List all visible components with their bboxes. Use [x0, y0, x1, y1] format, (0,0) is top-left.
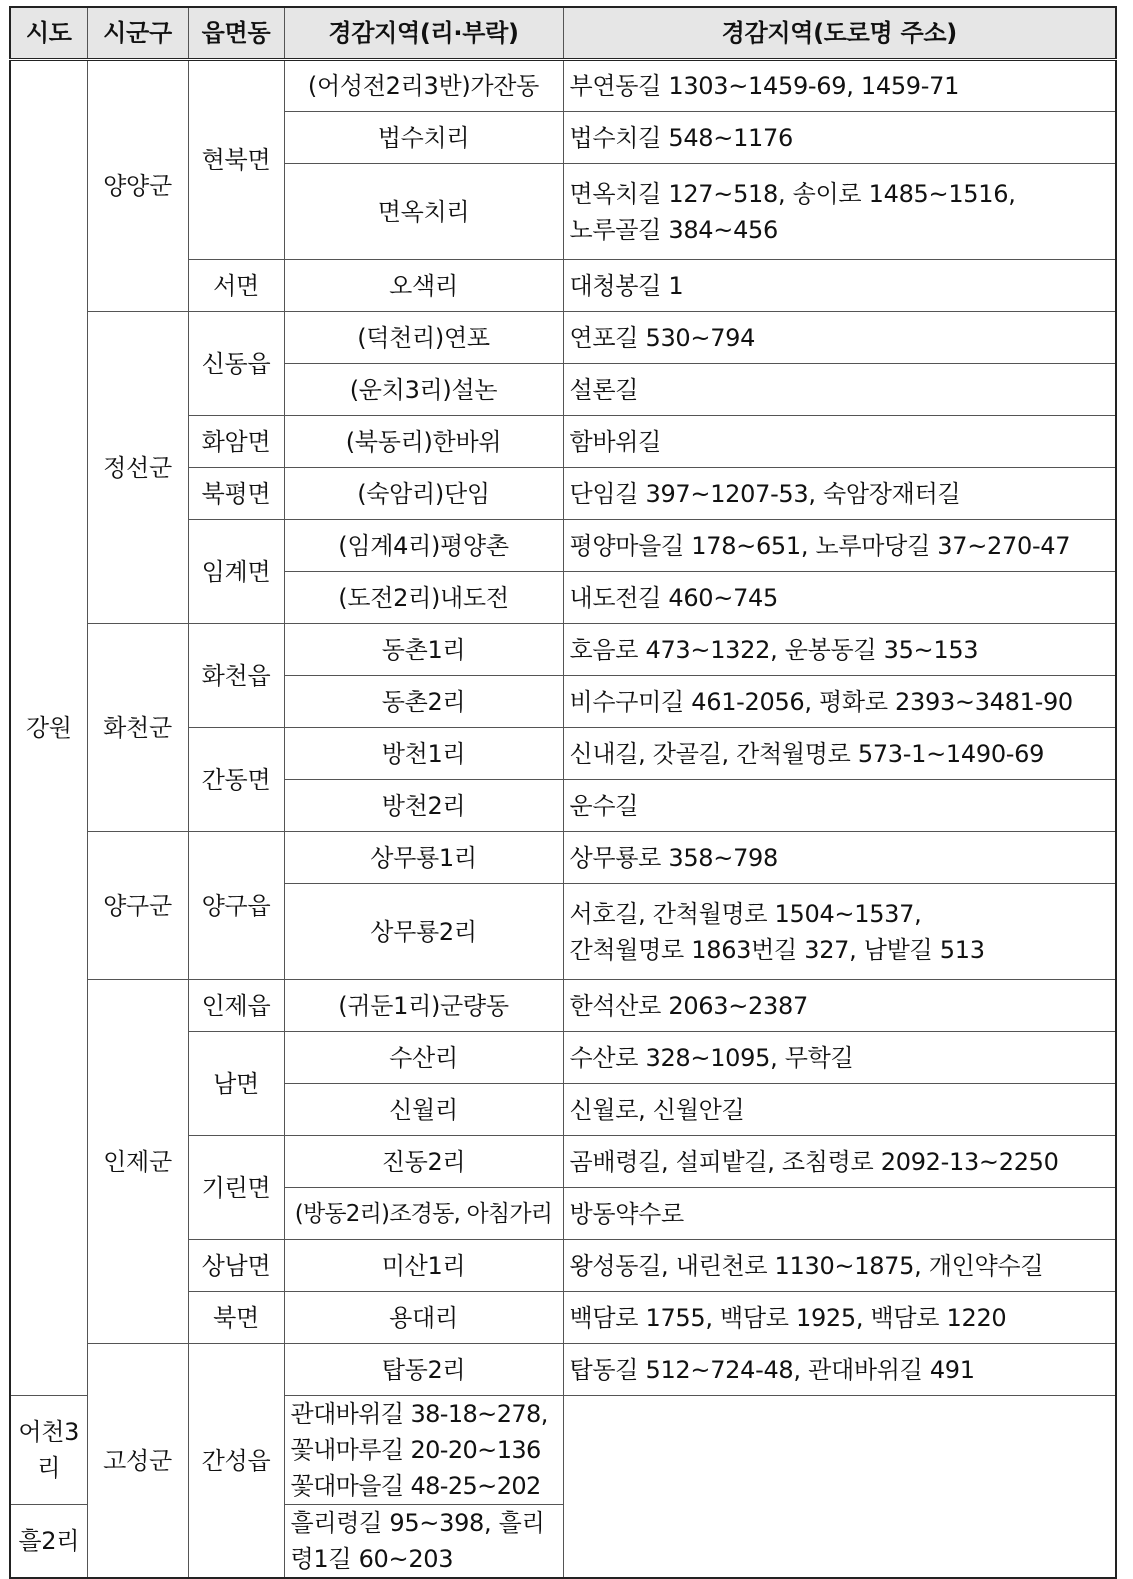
village-cell: 면옥치리 — [284, 164, 563, 260]
sigungu-cell: 인제군 — [87, 980, 188, 1344]
road-address-cell: 부연동길 1303~1459-69, 1459-71 — [563, 60, 1116, 112]
road-address-cell: 내도전길 460~745 — [563, 572, 1116, 624]
eupmyeondong-cell: 남면 — [188, 1032, 284, 1136]
village-cell: (운치3리)설논 — [284, 364, 563, 416]
village-cell: 상무룡2리 — [284, 884, 563, 980]
village-cell: 수산리 — [284, 1032, 563, 1084]
eupmyeondong-cell: 서면 — [188, 260, 284, 312]
village-cell: 오색리 — [284, 260, 563, 312]
sigungu-cell: 양양군 — [87, 60, 188, 312]
header-sido: 시도 — [10, 7, 87, 60]
road-address-cell: 비수구미길 461-2056, 평화로 2393~3481-90 — [563, 676, 1116, 728]
road-address-cell: 상무룡로 358~798 — [563, 832, 1116, 884]
village-cell: 어천3리 — [10, 1396, 87, 1505]
village-cell: 방천2리 — [284, 780, 563, 832]
village-cell: (귀둔1리)군량동 — [284, 980, 563, 1032]
eupmyeondong-cell: 북평면 — [188, 468, 284, 520]
village-cell: 탑동2리 — [284, 1344, 563, 1396]
road-address-cell: 대청봉길 1 — [563, 260, 1116, 312]
road-address-cell: 운수길 — [563, 780, 1116, 832]
village-cell: 흘2리 — [10, 1505, 87, 1579]
eupmyeondong-cell: 상남면 — [188, 1240, 284, 1292]
sigungu-cell: 고성군 — [87, 1344, 188, 1579]
road-address-cell: 탑동길 512~724-48, 관대바위길 491 — [563, 1344, 1116, 1396]
village-cell: 법수치리 — [284, 112, 563, 164]
road-address-cell: 연포길 530~794 — [563, 312, 1116, 364]
header-row — [10, 7, 1116, 60]
eupmyeondong-cell: 인제읍 — [188, 980, 284, 1032]
road-address-cell: 관대바위길 38-18~278, 꽃내마루길 20-20~136 꽃대마을길 48-25~202 — [284, 1396, 563, 1505]
header-village: 경감지역(리·부락) — [284, 7, 563, 60]
village-cell: 상무룡1리 — [284, 832, 563, 884]
sido-cell: 강원 — [10, 60, 87, 1396]
eupmyeondong-cell: 신동읍 — [188, 312, 284, 416]
village-cell: (어성전2리3반)가잔동 — [284, 60, 563, 112]
road-address-cell: 신내길, 갓골길, 간척월명로 573-1~1490-69 — [563, 728, 1116, 780]
table-row — [10, 624, 1116, 676]
table-row — [10, 312, 1116, 364]
village-cell: 용대리 — [284, 1292, 563, 1344]
road-address-cell: 백담로 1755, 백담로 1925, 백담로 1220 — [563, 1292, 1116, 1344]
road-address-cell: 왕성동길, 내린천로 1130~1875, 개인약수길 — [563, 1240, 1116, 1292]
road-address-cell: 신월로, 신월안길 — [563, 1084, 1116, 1136]
sigungu-cell: 양구군 — [87, 832, 188, 980]
eupmyeondong-cell: 간동면 — [188, 728, 284, 832]
village-cell: (숙암리)단임 — [284, 468, 563, 520]
village-cell: 동촌2리 — [284, 676, 563, 728]
village-cell: 미산1리 — [284, 1240, 563, 1292]
village-cell: (도전2리)내도전 — [284, 572, 563, 624]
road-address-cell: 법수치길 548~1176 — [563, 112, 1116, 164]
village-cell: 방천1리 — [284, 728, 563, 780]
table-row — [10, 832, 1116, 884]
village-cell: (방동2리)조경동, 아침가리 — [284, 1188, 563, 1240]
eupmyeondong-cell: 간성읍 — [188, 1344, 284, 1579]
road-address-cell: 방동약수로 — [563, 1188, 1116, 1240]
village-cell: (임계4리)평양촌 — [284, 520, 563, 572]
header-sigungu: 시군구 — [87, 7, 188, 60]
road-address-cell: 함바위길 — [563, 416, 1116, 468]
table-row — [10, 60, 1116, 112]
village-cell: 신월리 — [284, 1084, 563, 1136]
eupmyeondong-cell: 화암면 — [188, 416, 284, 468]
sigungu-cell: 정선군 — [87, 312, 188, 624]
eupmyeondong-cell: 임계면 — [188, 520, 284, 624]
village-cell: 동촌1리 — [284, 624, 563, 676]
header-eupmyeondong: 읍면동 — [188, 7, 284, 60]
road-address-cell: 흘리령길 95~398, 흘리령1길 60~203 — [284, 1505, 563, 1579]
road-address-cell: 호음로 473~1322, 운봉동길 35~153 — [563, 624, 1116, 676]
region-table — [9, 6, 1117, 1579]
road-address-cell: 면옥치길 127~518, 송이로 1485~1516, 노루골길 384~456 — [563, 164, 1116, 260]
road-address-cell: 곰배령길, 설피밭길, 조침령로 2092-13~2250 — [563, 1136, 1116, 1188]
sigungu-cell: 화천군 — [87, 624, 188, 832]
road-address-cell: 단임길 397~1207-53, 숙암장재터길 — [563, 468, 1116, 520]
eupmyeondong-cell: 양구읍 — [188, 832, 284, 980]
eupmyeondong-cell: 현북면 — [188, 60, 284, 260]
road-address-cell: 한석산로 2063~2387 — [563, 980, 1116, 1032]
road-address-cell: 평양마을길 178~651, 노루마당길 37~270-47 — [563, 520, 1116, 572]
eupmyeondong-cell: 북면 — [188, 1292, 284, 1344]
village-cell: (덕천리)연포 — [284, 312, 563, 364]
road-address-cell: 서호길, 간척월명로 1504~1537, 간척월명로 1863번길 327, 남밭길 513 — [563, 884, 1116, 980]
eupmyeondong-cell: 화천읍 — [188, 624, 284, 728]
eupmyeondong-cell: 기린면 — [188, 1136, 284, 1240]
village-cell: (북동리)한바위 — [284, 416, 563, 468]
table-row — [10, 1344, 1116, 1396]
table-row — [10, 980, 1116, 1032]
header-road-address: 경감지역(도로명 주소) — [563, 7, 1116, 60]
road-address-cell: 설론길 — [563, 364, 1116, 416]
village-cell: 진동2리 — [284, 1136, 563, 1188]
road-address-cell: 수산로 328~1095, 무학길 — [563, 1032, 1116, 1084]
